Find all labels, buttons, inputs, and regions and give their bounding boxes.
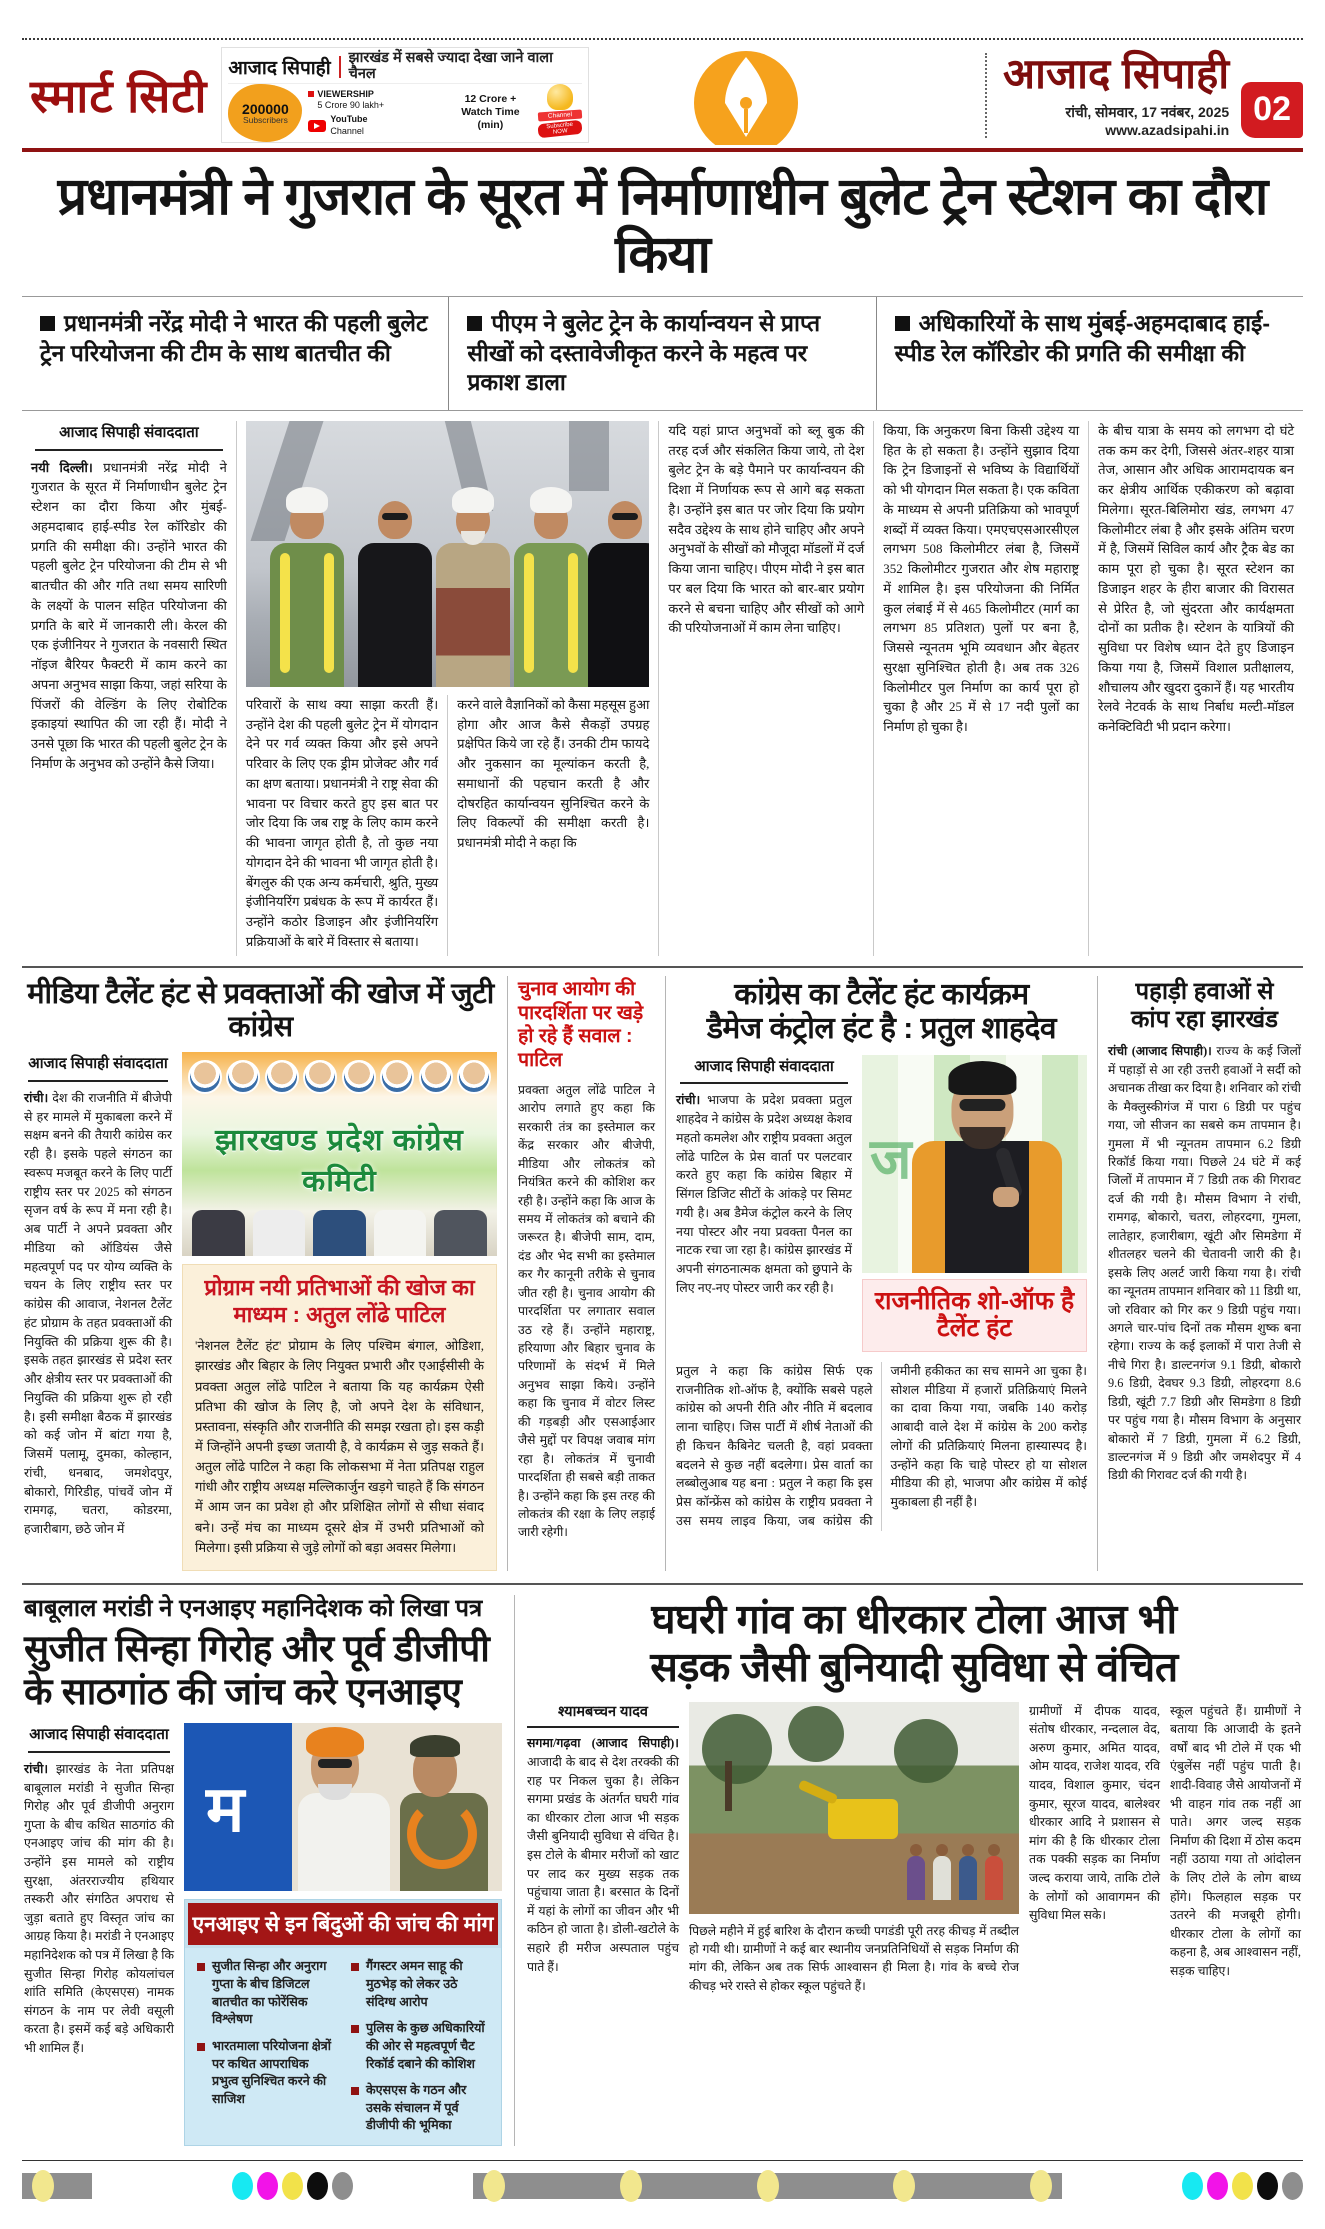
damage-col-1-text: भाजपा के प्रदेश प्रवक्ता प्रतुल शाहदेव ने कांग्रेस के प्रदेश अध्यक्ष केशव महतो कमलेश और राष्ट्रीय प्रवक्ता अतुल लोंढे पाटिल के प्रेस वार्ता पर पलटवार करते हुए कहा कि कांग्रेस बिहार में सिंगल डिजिट सीटों के आंकड़े पर सिमट गयी है। अब डैमेज कंट्रोल करने के लिए नया पोस्टर और नया प्रवक्ता पैनल का नाटक रचा जा रहा है। कांग्रेस झारखंड में अपनी संगठनात्मक क्षमता को छुपाने के लिए नए-नए पोस्टर जारी कर रही है। [676,1093,853,1295]
garland [407,1799,477,1869]
bullet-square-icon [895,316,910,331]
officer-head [413,1745,457,1797]
lead-photo-columns [237,421,660,956]
masthead-right [985,49,1303,138]
youtube-label: YouTube [330,114,368,125]
middle-band [22,966,1303,1571]
youtube-row [308,114,442,137]
trophy-cup-icon [547,84,573,110]
nia-demands-box [184,1899,502,2146]
patil-column-text: प्रवक्ता अतुल लोंढे पाटिल ने आरोप लगाते हुए कहा कि सरकारी तंत्र का इस्तेमाल कर केंद्र सरकार और बीजेपी, मीडिया और लोकतंत्र को नियंत्रित करने की कोशिश कर रही है। उन्होंने कहा कि आज के समय में लोकतंत्र को बचाने की जरूरत है। बीजेपी साम, दाम, दंड और भेद सभी का इस्तेमाल कर गैर कानूनी तरीके से चुनाव जीत रही है। चुनाव आयोग की पारदर्शिता पर लगातार सवाल उठ रहे हैं। उन्होंने महाराष्ट्र, हरियाणा और बिहार चुनाव के परिणामों के संदर्भ में मिले अनुभव साझा किये। उन्होंने कहा कि चुनाव में वोटर लिस्ट की गड़बड़ी और एसआईआर जैसे मुद्दों पर विपक्ष जवाब मांग रहा है। लोकतंत्र में चुनावी पारदर्शिता ही सबसे बड़ी ताकत है। उन्होंने कहा कि इस तरह की लोकतंत्र की रक्षा के लिए लड़ाई जारी रहेगी। [518,1082,655,1540]
marandi-head [311,1739,359,1795]
registration-oval [32,2170,54,2202]
registration-oval [757,2170,779,2202]
backdrop-lettering: ज [870,1126,912,1190]
subscribe-badge: Subscribe NOW [538,120,583,139]
lead-subhead-2 [448,297,875,409]
village-road-photo [689,1702,1019,1914]
yellow-dot [1232,2172,1253,2200]
speaker-hand [993,1187,1019,1207]
ad-top-row [228,51,582,84]
youtube-icon [308,120,326,132]
station-structure [569,421,609,491]
ghaghri-dateline: सगमा/गढ़वा (आजाद सिपाही)। [527,1736,679,1751]
lead-story [22,168,1303,956]
nia-headline [24,1628,502,1714]
lead-col-3: करने वाले वैज्ञानिकों को कैसा महसूस हुआ होगा और आज कैसे सैकड़ों उपग्रह प्रक्षेपित किये जा रहे हैं। उनकी टीम फायदे और नुकसान का मूल्यांकन करती है, समाधानों की पहचान करती है और दोषरहित कार्यान्वयन सुनिश्चित करने के लिए विकल्पों की समीक्षा करती है। प्रधानमंत्री मोदी ने कहा कि [457,696,650,851]
ghaghri-headline [527,1595,1301,1692]
lead-subhead-3-text: अधिकारियों के साथ मुंबई-अहमदाबाद हाई-स्पीड रेल कॉरिडोर की प्रगति की समीक्षा की [894,310,1271,366]
ghaghri-col-2-text: पिछले महीने में हुई बारिश के दौरान कच्ची पगडंडी पूरी तरह कीचड़ में तब्दील हो गयी थी। ग्रामीणों ने कई बार स्थानीय जनप्रतिनिधियों से सड़क निर्माण की मांग की, लेकिन अब तक सिर्फ आश्वासन ही मिला है। गांव के बच्चे रोज कीचड़ भरे रास्ते से होकर स्कूल पहुंचते हैं। [689,1923,1019,1993]
villager-figure [959,1856,977,1900]
speaker-head [951,1073,1013,1145]
ghaghri-photo-column [689,1702,1019,1996]
lead-body-columns [22,411,1303,956]
viewership-value: 5 Crore 90 lakh+ [317,100,385,111]
cold-headline-line1: पहाड़ी हवाओं से [1135,977,1274,1005]
nia-dateline: रांची। [24,1761,49,1776]
cold-wave-dateline: रांची (आजाद सिपाही)। [1108,1044,1212,1059]
damage-col-2-text: प्रतुल ने कहा कि कांग्रेस सिर्फ एक राजनीतिक शो-ऑफ है, क्योंकि सबसे पहले कांग्रेस को अपनी रीति और नीति में बदलाव लाना चाहिए। जिस पार्टी में शीर्ष नेताओं की ही किचन कैबिनेट चलती है, वहां प्रवक्ता बदलने से कुछ नहीं बदलेगा। [676,1363,873,1472]
media-hunt-col-1 [24,1052,172,1570]
red-square-icon [308,91,314,97]
cyan-dot [1182,2172,1203,2200]
patil-subhead: चुनाव आयोग की पारदर्शिता पर खड़े हो रहे हैं सवाल : पाटिल [518,977,644,1072]
ad-main-row [228,84,582,142]
paper-title-block [985,49,1230,138]
header-rule [22,148,1303,152]
villager-figure [907,1856,925,1900]
cold-wave-story [1098,976,1303,1571]
ad-tagline: झारखंड में सबसे ज्यादा देखा जाने वाला चैनल [348,50,553,82]
paper-name: आजाद सिपाही [1003,49,1230,97]
lead-subhead-1 [22,297,448,409]
magenta-dot [257,2172,278,2200]
registration-oval [620,2170,642,2202]
ghaghri-col-1 [527,1702,679,1996]
cmyk-dots [232,2172,353,2200]
ghaghri-headline-line2: सड़क जैसी बुनियादी सुविधा से वंचित [650,1644,1178,1691]
bullet-square-icon [40,316,55,331]
nia-demand-item: पुलिस के कुछ अधिकारियों की ओर से महत्वपूर्ण चैट रिकॉर्ड दबाने की कोशिश [351,2020,489,2073]
damage-headline-line2: डैमेज कंट्रोल हंट है : प्रतुल शाहदेव [706,1012,1057,1046]
registration-oval [893,2170,915,2202]
nia-headline-line1: सुजीत सिन्हा गिरोह और पूर्व डीजीपी [24,1627,490,1669]
lead-subhead-2-text: पीएम ने बुलेट ट्रेन के कार्यान्वयन से प्राप्त सीखों को दस्तावेजीकृत करने के महत्व पर प्रकाश डाला [467,310,821,396]
media-hunt-col-1-text: देश की राजनीति में बीजेपी से हर मामले में मुकाबला करने में सक्षम बनने की तैयारी कांग्रेस कर रही है। इसके पहले संगठन का स्वरूप मजबूत करने के लिए पार्टी राष्ट्रीय स्तर पर 2025 को संगठन सृजन वर्ष के रूप में मना रही है। अब पार्टी ने अपने प्रवक्ता और मीडिया को ऑडियंस जैसे महत्वपूर्ण पद पर योग्य व्यक्ति के चयन के लिए राष्ट्रीय स्तर पर कांग्रेस की आवाज, नेशनल टैलेंट हंट प्रोग्राम के तहत प्रवक्ताओं की नियुक्ति की प्रक्रिया शुरू की है। इसके तहत झारखंड से प्रदेश स्तर और क्षेत्रीय स्तर पर प्रवक्ताओं की नियुक्ति की प्रक्रिया शुरू हो रही है। इसी समीक्षा बैठक में झारखंड को कई जोन में बांटा गया है, जिसमें पलामू, दुमका, कोल्हान, रांची, धनबाद, जमशेदपुर, बोकारो, गिरिडीह, पांचवें जोन में रामगढ़, चतरा, कोडरमा, हजारीबाग, छठे जोन में [24,1090,172,1537]
media-hunt-headline: मीडिया टैलेंट हंट से प्रवक्ताओं की खोज में जुटी कांग्रेस [27,977,494,1044]
security-figure [588,501,650,687]
lead-subhead-3 [876,297,1303,409]
damage-body [676,1055,1087,1352]
nia-demands-list [197,1958,489,2135]
banner-letter: म [206,1773,245,1846]
viewership-label: VIEWERSHIP [317,88,374,99]
leader-portrait [342,1060,376,1094]
leader-portrait-row [188,1060,491,1094]
lead-byline: आजाद सिपाही संवाददाता [35,421,223,451]
ad-divider [339,56,341,78]
lead-col-4: यदि यहां प्राप्त अनुभवों को ब्लू बुक की तरह दर्ज और संकलित किया जाये, तो देश बुलेट ट्रेन के बड़े पैमाने पर कार्यान्वयन की दिशा में निर्णायक रूप से आगे बढ़ सकता है। उन्होंने इस बात पर जोर दिया कि प्रयोग सदैव उद्देश्य के साथ होने चाहिए और अपने अनुभवों के सीखों को मौजूदा मॉडलों में दर्ज किया जाना चाहिए। पीएम मोदी ने इस बात पर बल दिया कि भारत को बार-बार प्रयोग करने से बचना चाहिए और सीखों को आगे की परियोजनाओं में काम लेना चाहिए। [659,421,874,956]
nia-story [22,1595,514,2146]
leader-portrait [419,1060,453,1094]
speaker-figure [192,1210,245,1256]
cold-headline-line2: कांप रहा झारखंड [1130,1006,1279,1034]
villager-figure [985,1856,1003,1900]
speaker-body [912,1141,1062,1273]
speaker-figure [313,1210,366,1256]
tree-trunk [725,1761,732,1811]
damage-photo-wrap [862,1055,1087,1352]
ad-stats [308,89,442,137]
worker-figure [270,501,344,687]
official-figure [358,501,432,687]
ghaghri-col-3: ग्रामीणों में दीपक यादव, संतोष धीरकार, नन्दलाल वेद, अरुण कुमार, अमित यादव, ओम यादव, राजेश यादव, रवि यादव, विशाल कुमार, चंदन कुमार, सूरज यादव, बालेश्वर धीरकार आदि ने प्रशासन से मांग की है कि धीरकार टोला तक पक्की सड़क का निर्माण जल्द कराया जाये, ताकि टोले के लोगों को आवागमन की सुविधा मिल सके। [1029,1703,1160,1923]
leader-portrait [457,1060,491,1094]
bullet-square-icon [467,316,482,331]
program-box-title: प्रोग्राम नयी प्रतिभाओं की खोज का माध्यम : अतुल लोंढे पाटिल [204,1275,475,1327]
lead-col-1-text: प्रधानमंत्री नरेंद्र मोदी ने गुजरात के सूरत में निर्माणाधीन बुलेट ट्रेन स्टेशन का दौरा किया और मुंबई-अहमदाबाद हाई-स्पीड रेल कॉरिडोर की प्रगति की समीक्षा की। उन्होंने भारत की पहली बुलेट ट्रेन परियोजना की टीम से भी बातचीत की और गति तथा समय सारिणी के लक्ष्यों के पालन सहित परियोजना की प्रगति के बारे में जानकारी ली। केरल की एक इंजीनियर ने गुजरात के नवसारी स्थित नॉइज बैरियर फैक्टरी में काम करने का अपना अनुभव साझा किया, जहां सरिया के पिंजरों की वेल्डिंग के लिए रोबोटिक इकाइयां स्थापित की जा रही हैं। मोदी ने उनसे पूछा कि भारत की पहली बुलेट ट्रेन के निर्माण के अनुभव को उन्होंने कैसे जिया। [31,459,227,771]
ad-brand: आजाद सिपाही [228,57,331,79]
speaker-figure [374,1210,427,1256]
ghaghri-body [527,1702,1301,1996]
damage-col-1 [676,1055,852,1352]
subscriber-label: Subscribers [242,114,288,125]
media-hunt-body [24,1052,497,1570]
registration-oval [483,2170,505,2202]
lead-subheads [22,296,1303,410]
nia-body [24,1723,502,2146]
media-hunt-story [22,976,508,1571]
registration-bar [473,2173,1062,2199]
watch-time [448,93,532,132]
damage-headline [676,978,1087,1047]
worker-figure [514,501,588,687]
media-hunt-dateline: रांची। [24,1090,49,1105]
page-number-badge: 02 [1241,82,1303,138]
award-ribbon: Channel [538,109,583,121]
damage-photo-caption: राजनीतिक शो-ऑफ है टैलेंट हंट [862,1279,1087,1352]
magenta-dot [1207,2172,1228,2200]
nia-col-1 [24,1723,174,2146]
cyan-dot [232,2172,253,2200]
cold-wave-text: राज्य के कई जिलों में पहाड़ों से आ रही उत्तरी हवाओं ने सर्दी को अचानक तीखा कर दिया है। शनिवार को रांची के मैक्लुस्कीगंज में पारा 6 डिग्री पर पहुंच गया, जो सीजन का सबसे कम तापमान है। गुमला में भी न्यूनतम तापमान 6.2 डिग्री रिकॉर्ड किया गया। पिछले 24 घंटे में कई जिलों में तापमान में 7 डिग्री तक की गिरावट दर्ज की गयी है। मौसम विभाग ने रांची, रामगढ़, बोकारो, चतरा, लोहरदगा, गुमला, लातेहार, हजारीबाग, खूंटी और सिमडेगा में शीतलहर चलने की चेतावनी जारी की है। इसके लिए अलर्ट जारी किया गया है। रांची का न्यूनतम तापमान शनिवार को 11 डिग्री था, जो रविवार को गिर कर 9 डिग्री पहुंच गया। अगले चार-पांच दिनों तक मौसम शुष्क बना रहेगा। राज्य के कई इलाकों में पारा तेजी से नीचे गिरा है। डाल्टनगंज 9.1 डिग्री, बोकारो 9.6 डिग्री, देवघर 9.3 डिग्री, लोहरदगा 8.6 डिग्री, खूंटी 7.7 डिग्री और सिमडेगा 8 डिग्री पर पहुंच गया है। मौसम विभाग के अनुसार बोकारो में 7 डिग्री, गुमला में 6.2 डिग्री, डाल्टनगंज में 9 डिग्री और जमशेदपुर में 4 डिग्री की गिरावट दर्ज की गयी है। [1108,1044,1301,1483]
nia-byline: आजाद सिपाही संवाददाता [28,1723,170,1753]
nia-demand-item: केएसएस के गठन और उसके संचालन में पूर्व डीजीपी की भूमिका [351,2082,489,2135]
gray-dot [332,2172,353,2200]
media-hunt-byline: आजाद सिपाही संवाददाता [28,1052,168,1082]
black-dot [1257,2172,1278,2200]
nia-right [184,1723,502,2146]
cmyk-dots [1182,2172,1303,2200]
nia-demand-item: गैंगस्टर अमन साहू की मुठभेड़ को लेकर उठे संदिग्ध आरोप [351,1958,489,2011]
ghaghri-headline-line1: घघरी गांव का धीरकार टोला आज भी [651,1595,1177,1642]
youtube-sublabel: Channel [330,125,364,136]
damage-headline-line1: कांग्रेस का टैलेंट हंट कार्यक्रम [734,977,1029,1011]
lead-dateline: नयी दिल्ली। [31,459,93,475]
leader-portrait [188,1060,222,1094]
pratul-shahdev-photo [862,1055,1087,1273]
leader-portrait [303,1060,337,1094]
gray-dot [1282,2172,1303,2200]
villager-figure [933,1856,951,1900]
registration-oval [1030,2170,1052,2202]
damage-bottom-columns [676,1362,1087,1531]
yellow-dot [282,2172,303,2200]
damage-control-story [666,976,1098,1571]
speaker-figure [253,1210,306,1256]
congress-press-meet-photo [182,1052,497,1256]
nia-col-1-text: झारखंड के नेता प्रतिपक्ष बाबूलाल मरांडी ने सुजीत सिन्हा गिरोह और पूर्व डीजीपी अनुराग गुप्ता के बीच कथित साठगांठ की एनआइए जांच की मांग की है। उन्होंने इस मामले को राष्ट्रीय सुरक्षा, अंतरराज्यीय हथियार तस्करी और संगठित अपराध से जुड़ा बताते हुए विस्तृत जांच का आग्रह किया है। मरांडी ने एनआइए महानिदेशक को पत्र में लिखा है कि सुजीत सिन्हा गिरोह कोयलांचल शांति समिति (केएसएस) नामक संगठन के नाम पर लेवी वसूली करता है। इसमें कई बड़े अधिकारी भी शामिल हैं। [24,1761,174,2056]
tree [702,1714,772,1784]
website-url: www.azadsipahi.in [1105,121,1230,138]
pm-modi-figure [436,501,510,687]
pen-nib-logo-icon [687,45,805,145]
congress-banner-text: झारखण्ड प्रदेश कांग्रेस कमिटी [215,1124,464,1199]
award-trophy-icon [538,84,582,142]
speaker-figure [434,1210,487,1256]
seated-speakers [182,1198,497,1256]
bullet-train-visit-photo [246,421,650,687]
lead-mid-columns [246,695,650,956]
patil-column [508,976,666,1571]
tree [788,1706,844,1762]
leader-portrait [226,1060,260,1094]
channel-ad-box [221,47,589,143]
nia-demands-title: एनआइए से इन बिंदुओं की जांच की मांग [185,1900,501,1948]
edition-dateline: रांची, सोमवार, 17 नवंबर, 2025 [1065,103,1230,120]
nia-kicker: बाबूलाल मरांडी ने एनआइए महानिदेशक को लिखा पत्र [24,1594,483,1622]
marandi-body [298,1793,390,1891]
ghaghri-byline: श्यामबच्चन यादव [527,1702,679,1729]
program-box-body: 'नेशनल टैलेंट हंट' प्रोग्राम के लिए पश्चिम बंगाल, ओडिशा, झारखंड और बिहार के लिए नियुक्त प्रभारी और एआईसीसी के प्रवक्ता अतुल लोंढे पाटिल ने बताया कि यह कार्यक्रम ऐसी प्रतिभा की खोज के लिए है, जो अपने देश के संविधान, प्रस्तावना, संस्कृति और राजनीति की समझ रखता हो। इस कड़ी में जिन्होंने अपनी इच्छा जतायी है, वे कार्यक्रम से जुड़ सकते हैं। अतुल लोंढे पाटिल ने कहा कि लोकसभा में नेता प्रतिपक्ष राहुल गांधी और राष्ट्रीय अध्यक्ष मल्लिकार्जुन खड़गे चाहते हैं कि संगठन में आम जन का प्रवेश हो और प्रशिक्षित लोगों से सीधा संवाद बने। उन्हें मंच का माध्यम दूसरे क्षेत्र में उभरी प्रतिभाओं को मिलेगा। इसी प्रक्रिया से जुड़े लोगों को बड़ा अवसर मिलेगा। [195,1338,484,1555]
jharkhand-map-icon [228,84,302,142]
registration-bar [22,2173,92,2199]
patil-program-box [182,1264,497,1570]
watch-time-value: 12 Crore + [464,93,517,106]
damage-dateline: रांची। [676,1093,701,1108]
nia-headline-line2: के साठगांठ की जांच करे एनआइए [24,1670,462,1712]
ghaghri-story [514,1595,1303,2146]
subscriber-count: 200000 [242,100,289,117]
damage-col-3-text: प्रेस वार्ता का लब्बोलुआब यह बना : प्रतुल ने कहा कि इस प्रेस कॉन्फ्रेंस को कांग्रेस के राष्ट्रीय प्रवक्ता ने उस समय लाइव किया, जब कांग्रेस की जमीनी हकीकत का सच सामने आ चुका है। सोशल मीडिया में हजारों प्रतिक्रियाएं मिलने का दावा किया गया, जबकि 140 करोड़ आबादी वाले देश में कांग्रेस के 200 करोड़ लोगों की प्रतिक्रियाएं मिलना हास्यास्पद है। उन्होंने कहा कि चाहे पोस्टर हो या सोशल मीडिया की हो, भाजपा और कांग्रेस में कोई मुकाबला ही नहीं है। [676,1363,1087,1528]
lead-col-1 [22,421,237,956]
masthead [22,40,1303,144]
ghaghri-col-4: स्कूल पहुंचते हैं। ग्रामीणों ने बताया कि आजादी के इतने वर्षों बाद भी टोले में एक भी एंबुलेंस नहीं पहुंच पाती है। शादी-विवाह जैसे आयोजनों में भी वाहन गांव तक नहीं आ पाते। अगर जल्द सड़क निर्माण की दिशा में ठोस कदम नहीं उठाया गया तो आंदोलन के लिए टोले के लोग बाध्य होंगे। फिलहाल सड़क पर उतरने की मजबूरी होगी। धीरकार टोला के लोगों का कहना है, अब आश्वासन नहीं, सड़क चाहिए। [1170,1703,1301,1979]
viewership-row [308,89,442,112]
bottom-band [22,1583,1303,2146]
registration-marks [22,2169,1303,2203]
lead-col-2: परिवारों के साथ क्या साझा करती हैं। उन्होंने देश की पहली बुलेट ट्रेन में योगदान देने पर गर्व व्यक्त किया और इसे अपने परिवार के लिए एक ड्रीम प्रोजेक्ट और गर्व का क्षण बताया। प्रधानमंत्री ने राष्ट्र सेवा की भावना पर विचार करते हुए इस बात पर जोर दिया कि जब राष्ट्र के लिए काम करने की भावना जागृत होती है, तो कुछ नया योगदान देने की भावना भी जागृत होती है। बेंगलुरु की एक अन्य कर्मचारी, श्रुति, मुख्य इंजीनियरिंग प्रबंधक के रूप में कार्यरत हैं। उन्होंने कठोर डिजाइन और इंजीनियरिंग प्रक्रियाओं के बारे में विस्तार से बताया। [246,695,448,956]
tree [894,1719,958,1783]
nia-demand-item: सुजीत सिन्हा और अनुराग गुप्ता के बीच डिजिटल बातचीत का फोरेंसिक विश्लेषण [197,1958,335,2029]
damage-byline: आजाद सिपाही संवाददाता [680,1055,848,1085]
lead-col-6: के बीच यात्रा के समय को लगभग दो घंटे तक कम कर देगी, जिससे अंतर-शहर यात्रा तेज, आसान और अधिक आरामदायक बन कर क्षेत्रीय आर्थिक एकीकरण को बढ़ावा मिलेगा। सूरत-बिलिमोरा खंड, लगभग 47 किलोमीटर लंबा है और इसके अंतिम चरण में है, जिसमें सिविल कार्य और ट्रैक बेड का काम पूरा हो चुका है। सूरत स्टेशन का डिजाइन शहर के हीरा बाजार की विरासत से प्रेरित है, जो सुंदरता और कार्यक्षमता दोनों का प्रतीक है। स्टेशन के यात्रियों की सुविधा पर विशेष ध्यान देते हुए डिजाइन किया गया है, जिसमें विशाल प्रतीक्षालय, शौचालय और खुदरा दुकानें हैं। यह भारतीय रेलवे नेटवर्क के साथ निर्बाध मल्टी-मॉडल कनेक्टिविटी भी प्रदान करेगा। [1098,422,1294,735]
leader-portrait [265,1060,299,1094]
cold-wave-body [1108,1042,1301,1485]
nia-demand-item: भारतमाला परियोजना क्षेत्रों पर कथित आपराधिक प्रभुत्व सुनिश्चित करने की साजिश [197,2038,335,2109]
footer-rule [22,2160,1303,2161]
earth-mover [828,1799,898,1839]
black-dot [307,2172,328,2200]
cold-wave-headline [1108,978,1301,1035]
lead-headline: प्रधानमंत्री ने गुजरात के सूरत में निर्माणाधीन बुलेट ट्रेन स्टेशन का दौरा किया [57,168,1268,285]
marandi-photo [184,1723,502,1891]
watch-time-label: Watch Time (min) [461,106,520,132]
lead-subhead-1-text: प्रधानमंत्री नरेंद्र मोदी ने भारत की पहली बुलेट ट्रेन परियोजना की टीम के साथ बातचीत की [40,310,428,366]
section-label: स्मार्ट सिटी [30,70,208,122]
media-hunt-right [182,1052,497,1570]
lead-col-5: किया, कि अनुकरण बिना किसी उद्देश्य या हित के हो सकता है। उन्होंने सुझाव दिया कि ट्रेन डिजाइनों से भविष्य के विद्यार्थियों को भी योगदान मिल सकता है। एक कविता के माध्यम से अपनी प्रतिक्रिया को भावपूर्ण शब्दों में व्यक्त किया। एमएचएसआरसीएल लगभग 508 किलोमीटर लंबा है, जिसमें 352 किलोमीटर गुजरात और शेष महाराष्ट्र में शामिल है। इस परियोजना की निर्मित कुल लंबाई में से 465 किलोमीटर (मार्ग का लगभग 85 प्रतिशत) पुलों पर बना है, जिससे न्यूनतम भूमि व्यवधान और बेहतर सुरक्षा सुनिश्चित होती है। अब तक 326 किलोमीटर पुल निर्माण का कार्य पूरा हो चुका है और 25 में से 17 नदी पुलों का निर्माण हो चुका है। [874,421,1089,956]
leader-portrait [380,1060,414,1094]
ghaghri-col-1-text: आजादी के बाद से देश तरक्की की राह पर निकल चुका है। लेकिन सगमा प्रखंड के अंतर्गत घघरी गांव का धीरकार टोला आज भी सड़क जैसी बुनियादी सुविधा से वंचित है। इस टोले के बीमार मरीजों को खाट पर लाद कर मुख्य सड़क तक पहुंचाया जाता है। बरसात के दिनों में यहां के लोगों का जीवन और भी कठिन हो जाता है। डोली-खटोले के सहारे ही मरीज अस्पताल पहुंच पाते हैं। [527,1754,679,1974]
